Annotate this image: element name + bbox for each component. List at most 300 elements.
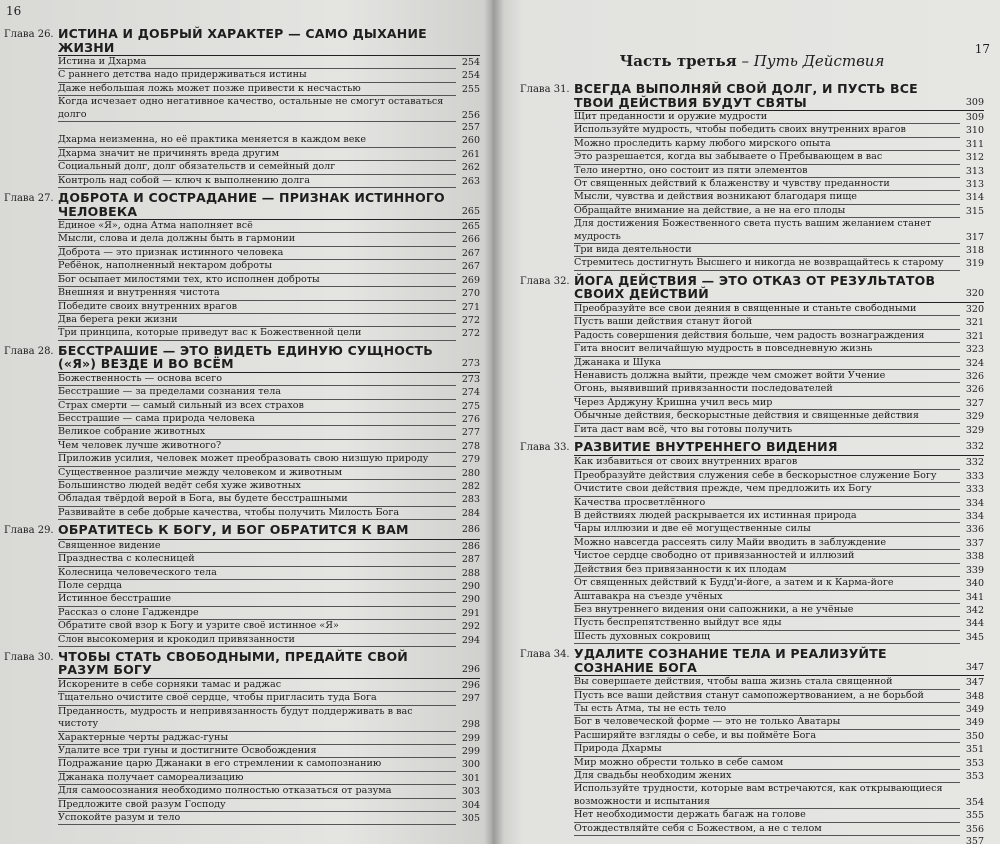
entry-title: С раннего детства надо придерживаться истины — [58, 69, 456, 82]
toc-entry — [574, 809, 984, 822]
entry-page: 272 — [461, 314, 480, 326]
entry-list — [58, 220, 480, 341]
chapter-heading — [4, 344, 480, 371]
entry-title: Поле сердца — [58, 580, 456, 593]
toc-entry — [58, 314, 480, 327]
entry-title — [574, 836, 960, 844]
toc-entry — [58, 96, 480, 122]
chapter-number: Глава 26. — [4, 29, 54, 40]
chapter-title: БЕССТРАШИЕ — ЭТО ВИДЕТЬ ЕДИНУЮ СУЩНОСТЬ («Я») ВЕЗДЕ И ВО ВСЁМ — [58, 342, 433, 372]
chapter-heading — [520, 274, 984, 301]
entry-title: Нет необходимости держать багаж на голове — [574, 809, 960, 822]
toc-entry — [58, 812, 480, 825]
entry-page: 282 — [461, 480, 480, 492]
toc-entry — [574, 303, 984, 316]
entry-page: 349 — [965, 717, 984, 729]
toc-entry — [574, 410, 984, 423]
toc-entry — [58, 785, 480, 798]
toc-entry — [58, 607, 480, 620]
entry-page: 311 — [965, 138, 984, 150]
entry-title: Ребёнок, наполненный нектаром доброты — [58, 260, 456, 273]
entry-title — [58, 122, 456, 134]
chapter-block — [520, 647, 984, 844]
entry-title: Обычные действия, бескорыстные действия и священные действия — [574, 410, 960, 423]
toc-entry — [574, 397, 984, 410]
toc-entry — [574, 316, 984, 329]
toc-entry — [574, 770, 984, 783]
chapter-page: 320 — [965, 288, 984, 300]
entry-title: Гита вносит величайшую мудрость в повседневную жизнь — [574, 343, 960, 356]
entry-page: 329 — [965, 424, 984, 436]
entry-page: 313 — [965, 165, 984, 177]
entry-page: 276 — [461, 413, 480, 425]
toc-entry — [58, 274, 480, 287]
chapter-heading — [520, 82, 984, 109]
entry-page: 347 — [965, 677, 984, 689]
entry-title: Два берега реки жизни — [58, 314, 456, 327]
toc-entry — [574, 357, 984, 370]
entry-page: 314 — [965, 192, 984, 204]
toc-entry — [574, 205, 984, 218]
chapter-page: 309 — [965, 96, 984, 108]
chapter-block — [520, 440, 984, 644]
entry-page: 349 — [965, 703, 984, 715]
chapter-title: ЙОГА ДЕЙСТВИЯ — ЭТО ОТКАЗ ОТ РЕЗУЛЬТАТОВ СВОИХ ДЕЙСТВИЙ — [574, 272, 936, 302]
entry-title: Гита даст вам всё, что вы готовы получить — [574, 424, 960, 437]
entry-title: Используйте трудности, которые вам встречаются, как открывающиеся возможности и испытания — [574, 783, 960, 809]
entry-page: 321 — [965, 330, 984, 342]
toc-entry — [574, 343, 984, 356]
entry-title: Отождествляйте себя с Божеством, а не с телом — [574, 823, 960, 836]
entry-page: 266 — [461, 234, 480, 246]
entry-page: 303 — [461, 786, 480, 798]
entry-page: 351 — [965, 744, 984, 756]
toc-entry — [574, 151, 984, 164]
chapter-number: Глава 28. — [4, 345, 54, 357]
toc-entry — [574, 191, 984, 204]
entry-page: 329 — [965, 411, 984, 423]
chapter-number: Глава 32. — [520, 275, 570, 287]
entry-title: Тщательно очистите своё сердце, чтобы пригласить туда Бога — [58, 692, 456, 705]
entry-title: Истинное бесстрашие — [58, 593, 456, 606]
entry-list — [574, 303, 984, 437]
toc-entry — [58, 493, 480, 506]
chapter-page: 286 — [461, 524, 480, 536]
toc-entry — [574, 218, 984, 244]
toc-entry — [574, 523, 984, 536]
entry-page: 267 — [461, 247, 480, 259]
entry-title: Мысли, слова и дела должны быть в гармонии — [58, 233, 456, 246]
toc-entry — [58, 327, 480, 340]
toc-entry — [58, 413, 480, 426]
entry-page: 286 — [461, 540, 480, 552]
entry-title: Мысли, чувства и действия возникают благодаря пище — [574, 191, 960, 204]
toc-entry — [58, 467, 480, 480]
entry-title: Мир можно обрести только в себе самом — [574, 757, 960, 770]
toc-entry — [574, 138, 984, 151]
toc-entry — [58, 745, 480, 758]
toc-entry — [58, 83, 480, 96]
toc-entry — [58, 540, 480, 553]
toc-entry — [574, 743, 984, 756]
right-page — [492, 0, 1000, 844]
entry-list — [574, 111, 984, 271]
toc-entry — [58, 373, 480, 386]
entry-title: Единое «Я», одна Атма наполняет всё — [58, 220, 456, 233]
toc-entry — [58, 426, 480, 439]
entry-title: Истина и Дхарма — [58, 56, 456, 69]
toc-entry — [58, 453, 480, 466]
chapter-number: Глава 29. — [4, 525, 54, 537]
entry-page: 301 — [461, 772, 480, 784]
entry-title: Вы совершаете действия, чтобы ваша жизнь стала священной — [574, 676, 960, 689]
entry-page: 261 — [461, 148, 480, 160]
entry-title: Аштавакра на съезде учёных — [574, 591, 960, 604]
toc-right — [520, 82, 984, 844]
toc-entry — [58, 593, 480, 606]
page-number-right: 17 — [974, 42, 990, 56]
chapter-number: Глава 30. — [4, 651, 54, 663]
chapter-number: Глава 27. — [4, 193, 54, 205]
entry-page: 291 — [461, 607, 480, 619]
entry-page: 277 — [461, 427, 480, 439]
toc-entry — [58, 220, 480, 233]
toc-entry — [58, 134, 480, 147]
entry-page: 304 — [461, 799, 480, 811]
entry-title: Щит преданности и оружие мудрости — [574, 111, 960, 124]
chapter-block — [4, 27, 480, 188]
toc-entry — [58, 287, 480, 300]
entry-page: 338 — [965, 551, 984, 563]
entry-page: 290 — [461, 594, 480, 606]
toc-entry — [574, 836, 984, 844]
entry-title: Стремитесь достигнуть Высшего и никогда не возвращайтесь к старому — [574, 257, 960, 270]
entry-page: 334 — [965, 511, 984, 523]
entry-title: Священное видение — [58, 540, 456, 553]
toc-entry — [58, 758, 480, 771]
entry-list — [58, 679, 480, 825]
toc-entry — [58, 580, 480, 593]
toc-entry — [574, 631, 984, 644]
chapter-page: 347 — [965, 661, 984, 673]
toc-entry — [58, 247, 480, 260]
chapter-title: ОБРАТИТЕСЬ К БОГУ, И БОГ ОБРАТИТСЯ К ВАМ — [58, 522, 409, 538]
toc-entry — [574, 124, 984, 137]
entry-page: 313 — [965, 179, 984, 191]
entry-title: Искорените в себе сорняки тамас и раджас — [58, 679, 456, 692]
entry-page: 319 — [965, 258, 984, 270]
entry-title: Характерные черты раджас-гуны — [58, 732, 456, 745]
entry-page: 320 — [965, 303, 984, 315]
entry-title: Без внутреннего видения они сапожники, а не учёные — [574, 604, 960, 617]
chapter-heading — [520, 440, 984, 455]
entry-title: Колесница человеческого тела — [58, 567, 456, 580]
entry-page: 333 — [965, 484, 984, 496]
entry-page: 256 — [461, 109, 480, 121]
entry-title: Обращайте внимание на действие, а не на его плоды — [574, 205, 960, 218]
entry-title: Дхарма значит не причинять вреда другим — [58, 148, 456, 161]
entry-page: 357 — [965, 836, 984, 844]
chapter-block — [4, 650, 480, 825]
toc-entry — [574, 783, 984, 809]
entry-title: Когда исчезает одно негативное качество, остальные не смогут оставаться долго — [58, 96, 456, 122]
chapter-block — [4, 344, 480, 520]
entry-page: 342 — [965, 604, 984, 616]
entry-page: 284 — [461, 507, 480, 519]
entry-title: Бесстрашие — сама природа человека — [58, 413, 456, 426]
toc-entry — [574, 591, 984, 604]
toc-entry — [58, 175, 480, 188]
entry-title: Качества просветлённого — [574, 497, 960, 510]
chapter-page: 332 — [965, 440, 984, 452]
toc-entry — [58, 706, 480, 732]
entry-title: От священных действий к блаженству и чувству преданности — [574, 178, 960, 191]
entry-title: Доброта — это признак истинного человека — [58, 247, 456, 260]
entry-title: Развивайте в себе добрые качества, чтобы получить Милость Бога — [58, 507, 456, 520]
chapter-block — [4, 523, 480, 647]
toc-entry — [574, 111, 984, 124]
toc-entry — [58, 161, 480, 174]
entry-list — [58, 56, 480, 188]
toc-entry — [58, 620, 480, 633]
entry-title: Три вида деятельности — [574, 244, 960, 257]
entry-title: Расширяйте взгляды о себе, и вы поймёте Бога — [574, 730, 960, 743]
toc-entry — [58, 567, 480, 580]
entry-title: Подражание царю Джанаки в его стремлении к самопознанию — [58, 758, 456, 771]
toc-entry — [574, 510, 984, 523]
toc-entry — [574, 577, 984, 590]
entry-page: 270 — [461, 288, 480, 300]
entry-page: 298 — [461, 719, 480, 731]
entry-title: Слон высокомерия и крокодил привязанности — [58, 634, 456, 647]
entry-page: 309 — [965, 112, 984, 123]
entry-page: 271 — [461, 301, 480, 313]
chapter-number: Глава 33. — [520, 441, 570, 453]
entry-title: Используйте мудрость, чтобы победить своих внутренних врагов — [574, 124, 960, 137]
toc-entry — [58, 233, 480, 246]
entry-title: Ненависть должна выйти, прежде чем сможет войти Учение — [574, 370, 960, 383]
entry-title: Чистое сердце свободно от привязанностей и иллюзий — [574, 550, 960, 563]
page-number-left: 16 — [6, 4, 22, 18]
toc-entry — [574, 730, 984, 743]
entry-title: Через Арджуну Кришна учил весь мир — [574, 397, 960, 410]
chapter-title: РАЗВИТИЕ ВНУТРЕННЕГО ВИДЕНИЯ — [574, 438, 838, 454]
entry-page: 292 — [461, 621, 480, 633]
chapter-page: 273 — [461, 358, 480, 370]
entry-page: 344 — [965, 618, 984, 630]
toc-entry — [58, 440, 480, 453]
entry-title: Празднества с колесницей — [58, 553, 456, 566]
toc-entry — [58, 692, 480, 705]
entry-title: Предложите свой разум Господу — [58, 799, 456, 812]
part-name: Часть третья — [619, 52, 737, 70]
toc-entry — [58, 507, 480, 520]
chapter-block — [520, 274, 984, 437]
entry-page: 278 — [461, 440, 480, 452]
entry-page: 355 — [965, 810, 984, 822]
entry-page: 324 — [965, 357, 984, 369]
entry-page: 254 — [461, 57, 480, 68]
chapter-heading — [4, 523, 480, 538]
entry-page: 254 — [461, 70, 480, 82]
entry-page: 290 — [461, 580, 480, 592]
entry-page: 305 — [461, 813, 480, 824]
toc-entry — [574, 564, 984, 577]
entry-page: 336 — [965, 524, 984, 536]
entry-title: В действиях людей раскрывается их истинная природа — [574, 510, 960, 523]
toc-entry — [574, 470, 984, 483]
entry-page: 334 — [965, 497, 984, 509]
entry-page: 353 — [965, 770, 984, 782]
entry-title: Джанака получает самореализацию — [58, 772, 456, 785]
part-heading: Часть третья – Путь Действия — [619, 52, 885, 70]
entry-page: 327 — [965, 397, 984, 409]
chapter-title: ЧТОБЫ СТАТЬ СВОБОДНЫМИ, ПРЕДАЙТЕ СВОЙ РАЗУМ БОГУ — [58, 648, 408, 678]
entry-page: 312 — [965, 152, 984, 164]
entry-title: Социальный долг, долг обязательств и семейный долг — [58, 161, 456, 174]
chapter-heading — [520, 647, 984, 674]
entry-page: 272 — [461, 328, 480, 340]
entry-page: 294 — [461, 634, 480, 646]
entry-page: 356 — [965, 823, 984, 835]
toc-entry — [58, 400, 480, 413]
entry-page: 299 — [461, 732, 480, 744]
entry-title: Можно навсегда рассеять силу Майи вводить в заблуждение — [574, 537, 960, 550]
entry-title: Действия без привязанности к их плодам — [574, 564, 960, 577]
entry-title: Приложив усилия, человек может преобразовать свою низшую природу — [58, 453, 456, 466]
entry-page: 300 — [461, 759, 480, 771]
entry-page: 275 — [461, 400, 480, 412]
toc-entry — [58, 148, 480, 161]
entry-title: Чары иллюзии и две её могущественные силы — [574, 523, 960, 536]
entry-page: 310 — [965, 125, 984, 137]
chapter-heading — [4, 191, 480, 218]
entry-page: 326 — [965, 384, 984, 396]
chapter-title: ВСЕГДА ВЫПОЛНЯЙ СВОЙ ДОЛГ, И ПУСТЬ ВСЕ ТВОИ ДЕЙСТВИЯ БУДУТ СВЯТЫ — [574, 81, 918, 110]
entry-page: 350 — [965, 730, 984, 742]
toc-entry — [574, 497, 984, 510]
chapter-title: ДОБРОТА И СОСТРАДАНИЕ — ПРИЗНАК ИСТИННОГО ЧЕЛОВЕКА — [58, 190, 445, 219]
chapter-block — [520, 82, 984, 271]
toc-entry — [574, 703, 984, 716]
entry-page: 299 — [461, 745, 480, 757]
toc-entry — [574, 383, 984, 396]
entry-title: Страх смерти — самый сильный из всех страхов — [58, 400, 456, 413]
entry-title: Рассказ о слоне Гаджендре — [58, 607, 456, 620]
entry-title: Пусть ваши действия станут йогой — [574, 316, 960, 329]
entry-title: Очистите свои действия прежде, чем предложить их Богу — [574, 483, 960, 496]
entry-page: 257 — [461, 122, 480, 134]
entry-page: 315 — [965, 205, 984, 217]
entry-title: Радость совершения действия больше, чем радость вознаграждения — [574, 330, 960, 343]
toc-entry — [58, 386, 480, 399]
toc-entry — [574, 257, 984, 270]
entry-page: 283 — [461, 494, 480, 506]
entry-title: Божественность — основа всего — [58, 373, 456, 386]
entry-page: 318 — [965, 245, 984, 257]
toc-entry — [574, 456, 984, 469]
left-page — [0, 0, 492, 844]
entry-title: Можно проследить карму любого мирского опыта — [574, 138, 960, 151]
entry-page: 323 — [965, 344, 984, 356]
entry-list — [574, 676, 984, 844]
chapter-number: Глава 31. — [520, 84, 570, 95]
entry-page: 262 — [461, 162, 480, 174]
toc-entry — [58, 122, 480, 134]
entry-title: Обладая твёрдой верой в Бога, вы будете бесстрашными — [58, 493, 456, 506]
toc-entry — [58, 56, 480, 69]
toc-entry — [58, 480, 480, 493]
toc-entry — [58, 799, 480, 812]
entry-title: Бог в человеческой форме — это не только Аватары — [574, 716, 960, 729]
toc-left — [4, 27, 480, 825]
toc-entry — [58, 553, 480, 566]
entry-title: Большинство людей ведёт себя хуже животных — [58, 480, 456, 493]
entry-title: Тело инертно, оно состоит из пяти элементов — [574, 165, 960, 178]
toc-entry — [58, 301, 480, 314]
entry-title: Чем человек лучше животного? — [58, 440, 456, 453]
toc-entry — [574, 370, 984, 383]
entry-title: Удалите все три гуны и достигните Освобождения — [58, 745, 456, 758]
entry-page: 263 — [461, 175, 480, 187]
entry-page: 274 — [461, 387, 480, 399]
entry-title: Для самоосознания необходимо полностью отказаться от разума — [58, 785, 456, 798]
entry-title: Дхарма неизменна, но её практика меняется в каждом веке — [58, 134, 456, 147]
toc-entry — [574, 604, 984, 617]
entry-title: От священных действий к Будд'и-йоге, а затем и к Карма-йоге — [574, 577, 960, 590]
entry-page: 296 — [461, 679, 480, 691]
entry-page: 317 — [965, 231, 984, 243]
entry-page: 265 — [461, 221, 480, 233]
entry-page: 337 — [965, 537, 984, 549]
part-subtitle: Путь Действия — [753, 52, 885, 70]
entry-page: 279 — [461, 454, 480, 466]
entry-page: 348 — [965, 690, 984, 702]
toc-entry — [574, 716, 984, 729]
toc-entry — [574, 483, 984, 496]
toc-entry — [574, 550, 984, 563]
toc-entry — [574, 330, 984, 343]
entry-title: Ты есть Атма, ты не есть тело — [574, 703, 960, 716]
entry-title: Как избавиться от своих внутренних врагов — [574, 456, 960, 469]
entry-page: 269 — [461, 274, 480, 286]
entry-list — [58, 540, 480, 647]
entry-page: 333 — [965, 470, 984, 482]
toc-entry — [574, 244, 984, 257]
entry-title: Для свадьбы необходим жених — [574, 770, 960, 783]
toc-entry — [58, 679, 480, 692]
toc-entry — [574, 424, 984, 437]
chapter-heading — [4, 650, 480, 677]
entry-page: 287 — [461, 554, 480, 566]
chapter-heading — [4, 27, 480, 54]
entry-page: 341 — [965, 591, 984, 603]
entry-title: Контроль над собой — ключ к выполнению долга — [58, 175, 456, 188]
chapter-block — [4, 191, 480, 341]
entry-title: Великое собрание животных — [58, 426, 456, 439]
entry-page: 339 — [965, 564, 984, 576]
entry-page: 354 — [965, 796, 984, 808]
toc-entry — [574, 165, 984, 178]
toc-entry — [574, 617, 984, 630]
entry-page: 255 — [461, 83, 480, 95]
entry-list — [574, 456, 984, 644]
entry-title: Пусть все ваши действия станут самопожертвованием, а не борьбой — [574, 690, 960, 703]
entry-title: Бог осыпает милостями тех, кто исполнен доброты — [58, 274, 456, 287]
chapter-page: 265 — [461, 205, 480, 217]
toc-entry — [58, 634, 480, 647]
entry-title: Три принципа, которые приведут вас к Божественной цели — [58, 327, 456, 340]
